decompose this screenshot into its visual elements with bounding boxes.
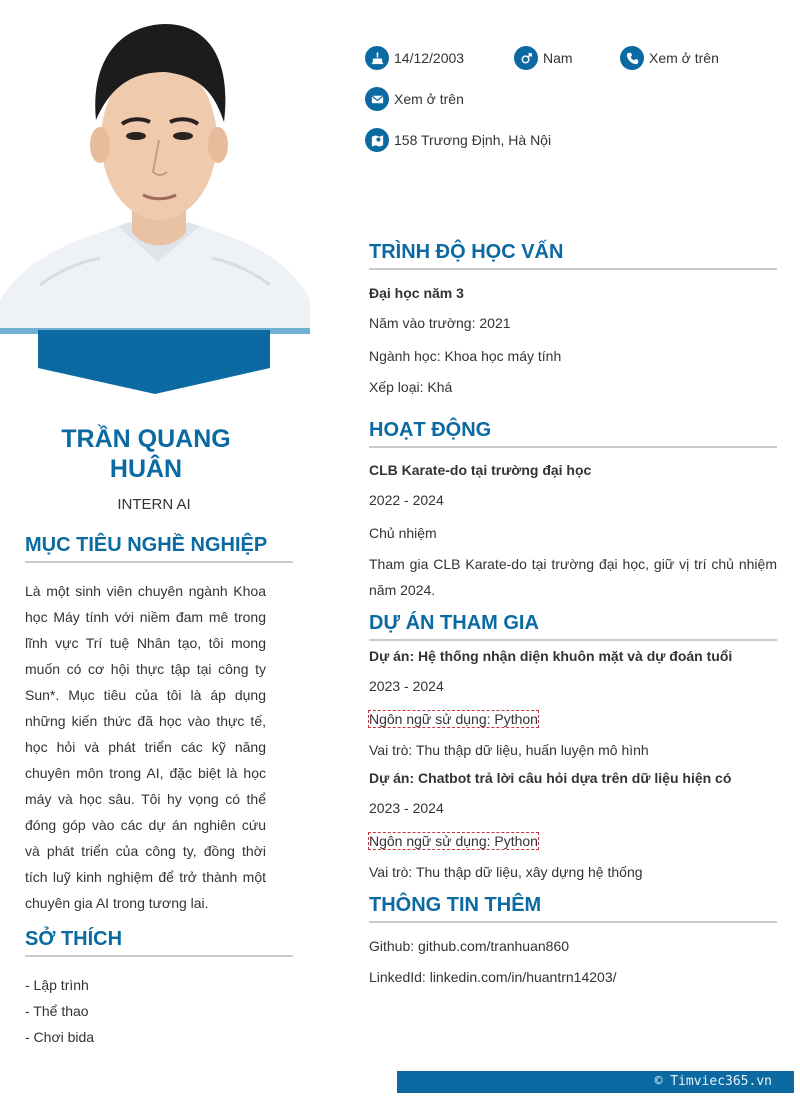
project-language <box>369 711 538 727</box>
linkedin-link[interactable]: LinkedId: linkedin.com/in/huantrn14203/ <box>369 969 617 985</box>
project-role: Vai trò: Thu thập dữ liệu, xây dựng hệ thống <box>369 864 643 880</box>
education-start: Năm vào trường: 2021 <box>369 315 511 331</box>
projects-heading: DỰ ÁN THAM GIA <box>369 612 777 641</box>
hobby-item: - Lập trình <box>25 977 89 993</box>
education-major: Ngành học: Khoa học máy tính <box>369 348 562 364</box>
project-language-text: Ngôn ngữ sử dụng: Python <box>369 833 538 849</box>
profile-photo <box>0 0 310 330</box>
gender-icon <box>514 46 538 70</box>
email-value: Xem ở trên <box>394 91 464 107</box>
activity-period: 2022 - 2024 <box>369 492 444 508</box>
phone-row <box>620 46 719 70</box>
gender-row <box>514 46 573 70</box>
birthday-row <box>365 46 464 70</box>
hobbies-heading: SỞ THÍCH <box>25 928 293 957</box>
objective-text: Là một sinh viên chuyên ngành Khoa học Máy tính với niềm đam mê trong lĩnh vực Trí tuệ Nhân tạo, tôi mong muốn có cơ hội thực tập tại công ty Sun*. Mục tiêu của tôi là áp dụng những kiến thức đã học vào thực tế, học hỏi và phát triển các kỹ năng chuyên môn trong AI, đặc biệt là học máy và học sâu. Tôi hy vọng có thể đóng góp vào các dự án nghiên cứu và phát triển của công ty, đồng thời tích luỹ kinh nghiệm để trở thành một chuyên gia AI trong tương lai. <box>25 583 266 911</box>
education-level: Đại học năm 3 <box>369 285 464 301</box>
photo-ribbon <box>0 328 310 396</box>
activities-heading: HOẠT ĐỘNG <box>369 419 777 448</box>
envelope-icon <box>365 87 389 111</box>
hobby-item: - Chơi bida <box>25 1029 95 1045</box>
job-title: INTERN AI <box>117 496 191 513</box>
birthday-value: 14/12/2003 <box>394 50 465 66</box>
address-value: 158 Trương Định, Hà Nội <box>394 132 552 148</box>
education-heading: TRÌNH ĐỘ HỌC VẤN <box>369 241 777 270</box>
project-period: 2023 - 2024 <box>369 678 444 694</box>
name-line-1: TRẦN QUANG <box>61 425 231 453</box>
activity-description: Tham gia CLB Karate-do tại trường đại học, giữ vị trí chủ nhiệm năm 2024. <box>369 556 777 598</box>
extra-info-heading: THÔNG TIN THÊM <box>369 894 777 923</box>
project-name: Dự án: Chatbot trả lời câu hỏi dựa trên dữ liệu hiện có <box>369 770 732 786</box>
footer-watermark: © Timviec365.vn <box>397 1071 794 1093</box>
project-name: Dự án: Hệ thống nhận diện khuôn mặt và dự đoán tuổi <box>369 648 733 664</box>
phone-value: Xem ở trên <box>649 50 719 66</box>
project-language <box>369 833 538 849</box>
candidate-name <box>30 424 262 484</box>
address-row <box>365 128 551 152</box>
left-column <box>0 0 310 1097</box>
map-pin-icon <box>365 128 389 152</box>
cake-icon <box>365 46 389 70</box>
activity-position: Chủ nhiệm <box>369 525 437 541</box>
hobbies-list <box>25 972 94 1050</box>
portrait-illustration <box>0 0 310 330</box>
gender-value: Nam <box>543 50 573 66</box>
objective-heading: MỤC TIÊU NGHỀ NGHIỆP <box>25 534 293 563</box>
project-period: 2023 - 2024 <box>369 800 444 816</box>
activity-name: CLB Karate-do tại trường đại học <box>369 462 592 478</box>
project-language-text: Ngôn ngữ sử dụng: Python <box>369 711 538 727</box>
email-row <box>365 87 464 111</box>
project-role: Vai trò: Thu thập dữ liệu, huấn luyện mô hình <box>369 742 649 758</box>
phone-icon <box>620 46 644 70</box>
education-rank: Xếp loại: Khá <box>369 379 453 395</box>
name-line-2: HUÂN <box>109 455 183 483</box>
hobby-item: - Thể thao <box>25 1003 89 1019</box>
github-link[interactable]: Github: github.com/tranhuan860 <box>369 938 570 954</box>
